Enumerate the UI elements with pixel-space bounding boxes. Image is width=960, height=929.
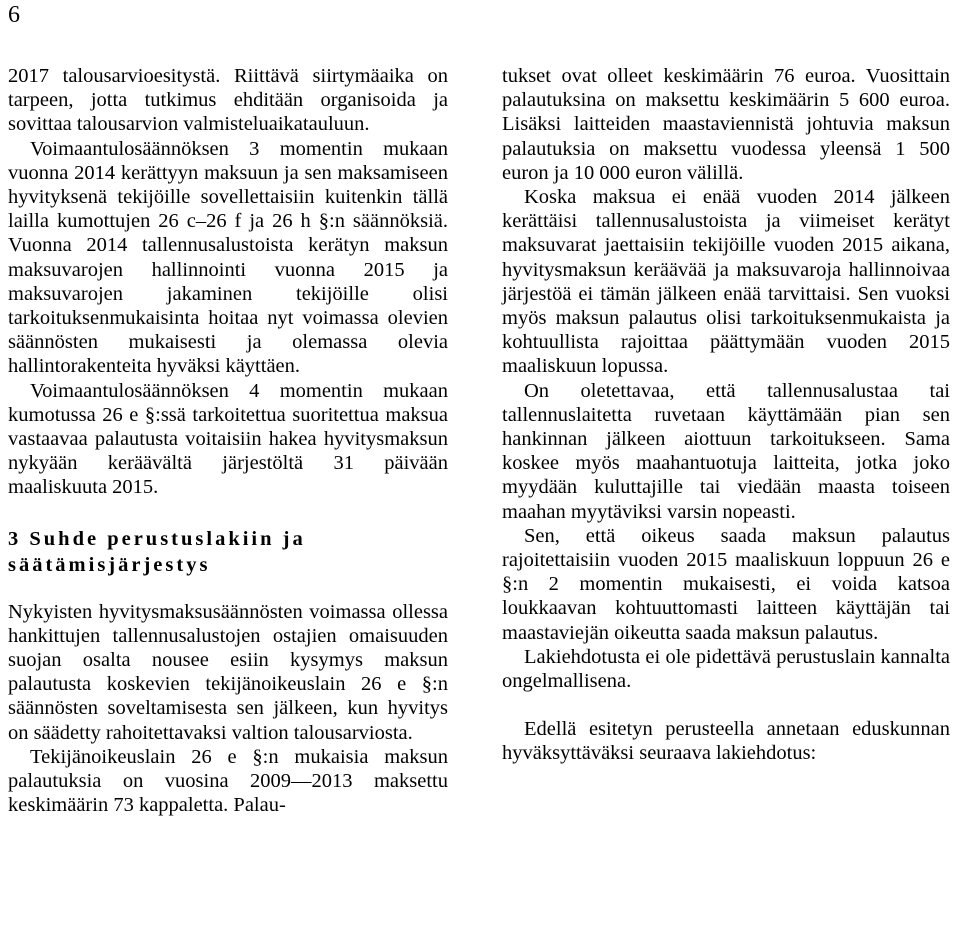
left-paragraph-3: Voimaantulosäännöksen 4 momentin mukaan kumotussa 26 e §:ssä tarkoitettua suoritettua maksua vastaavaa palautusta voitaisiin hakea hyvitysmaksun nykyään keräävältä järjestöltä 31 päivään maaliskuuta 2015. xyxy=(8,379,448,499)
right-column xyxy=(502,64,950,766)
right-paragraph-4: Sen, että oikeus saada maksun palautus rajoitettaisiin vuoden 2015 maaliskuun loppuun 26 e §:n 2 momentin mukaisesti, ei voida katsoa loukkaavan kohtuuttomasti laitteen käyttäjän tai maastaviejän oikeutta saada maksun palautus. xyxy=(502,524,950,644)
right-paragraph-1: tukset ovat olleet keskimäärin 76 euroa. Vuosittain palautuksina on maksettu keskimäärin 5 600 euroa. Lisäksi laitteiden maastaviennistä johtuvia maksun palautuksia on maksettu vuodessa yleensä 1 500 euron ja 10 000 euron välillä. xyxy=(502,65,950,184)
left-column xyxy=(8,64,448,817)
left-paragraph-1: 2017 talousarvioesitystä. Riittävä siirtymäaika on tarpeen, jotta tutkimus ehditään organisoida ja sovittaa talousarvion valmisteluaikatauluun. xyxy=(8,65,448,136)
right-paragraph-2: Koska maksua ei enää vuoden 2014 jälkeen kerättäisi tallennusalustoista ja viimeiset kerätyt maksuvarat jaettaisiin tekijöille vuoden 2015 aikana, hyvitysmaksun keräävää ja maksuvaroja hallinnoivaa järjestöä ei tämän jälkeen enää tarvittaisi. Sen vuoksi myös maksun palautus olisi tarkoituksenmukaista ja kohtuullista rajoittaa päättymään vuoden 2015 maaliskuun lopussa. xyxy=(502,186,950,378)
right-paragraph-3: On oletettavaa, että tallennusalustaa tai tallennuslaitetta ruvetaan käyttämään pian sen hankinnan jälkeen aiottuun tarkoitukseen. Sama koskee myös maahantuotuja laitteita, jotka joko myydään kuluttajille tai viedään maasta toiseen maahan myytäviksi varsin nopeasti. xyxy=(502,379,950,523)
right-paragraph-6: Edellä esitetyn perusteella annetaan eduskunnan hyväksyttäväksi seuraava lakiehdotus: xyxy=(502,718,950,765)
page-number: 6 xyxy=(8,2,20,28)
right-paragraph-5: Lakiehdotusta ei ole pidettävä perustuslain kannalta ongelmallisena. xyxy=(502,645,950,693)
section-heading: 3 Suhde perustuslakiin ja säätämisjärjestys xyxy=(8,527,306,576)
left-paragraph-5: Tekijänoikeuslain 26 e §:n mukaisia maksun palautuksia on vuosina 2009—2013 maksettu keskimäärin 73 kappaletta. Palau- xyxy=(8,745,448,817)
left-paragraph-2: Voimaantulosäännöksen 3 momentin mukaan vuonna 2014 kerättyyn maksuun ja sen maksamiseen hyvityksenä tekijöille sovellettaisiin kuitenkin tällä lailla kumottujen 26 c–26 f ja 26 h §:n säännöksiä. Vuonna 2014 tallennusalustoista kerätyn maksun maksuvarojen hallinnointi vuonna 2015 ja maksuvarojen jakaminen tekijöille olisi tarkoituksenmukaisinta hoitaa nyt voimassa olevien säännösten mukaisesti ja olemassa olevia hallintorakenteita hyväksi käyttäen. xyxy=(8,137,448,378)
left-paragraph-4: Nykyisten hyvitysmaksusäännösten voimassa ollessa hankittujen tallennusalustojen ostajien omaisuuden suojan osalta nousee esiin kysymys maksun palautusta koskevien tekijänoikeuslain 26 e §:n säännösten soveltamisesta sen jälkeen, kun hyvitys on säädetty rahoitettavaksi valtion talousarviosta. xyxy=(8,600,448,744)
